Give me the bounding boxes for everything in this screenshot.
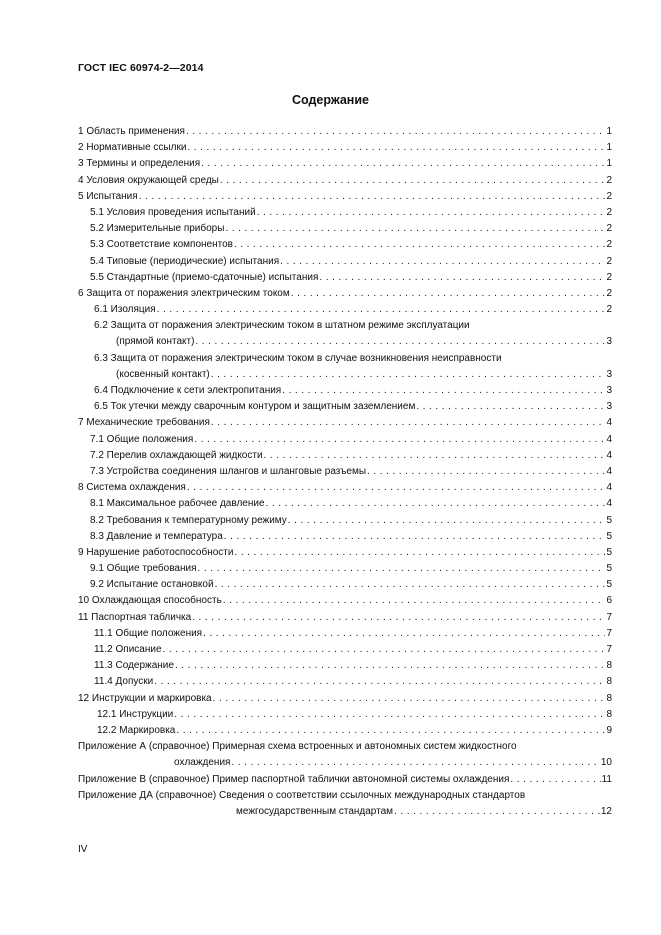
toc-subentry: 11.3 Содержание . . . 8 <box>78 658 612 674</box>
document-header: ГОСТ IEC 60974-2—2014 <box>78 62 204 74</box>
toc-subentry-line: 6.2 Защита от поражения электрическим током в штатном режиме эксплуатации <box>94 320 470 332</box>
toc-subentry: 7.1 Общие положения . . . 4 <box>78 432 612 448</box>
toc-entry: 10 Охлаждающая способность . . . 6 <box>78 593 612 609</box>
toc-entry: 8 Система охлаждения . . . 4 <box>78 480 612 496</box>
page-title: Содержание <box>291 93 369 107</box>
toc-subentry-continuation: (прямой контакт) . . . 3 <box>78 334 612 350</box>
toc-subentry: 5.3 Соответствие компонентов . . . 2 <box>78 237 612 253</box>
toc-subentry: 6.5 Ток утечки между сварочным контуром и защитным заземлением . . . 3 <box>78 399 612 415</box>
page-number: IV <box>78 844 88 855</box>
toc-subentry: 5.5 Стандартные (приемо-сдаточные) испытания . . . 2 <box>78 270 612 286</box>
appendix-b: Приложение В (справочное) Пример паспортной таблички автономной системы охлаждения . . . 11 <box>78 772 612 788</box>
toc-subentry: 6.1 Изоляция . . . 2 <box>78 302 612 318</box>
toc-subentry: 5.1 Условия проведения испытаний . . . 2 <box>78 205 612 221</box>
toc-entry: 2 Нормативные ссылки . . . 1 <box>78 140 612 156</box>
toc-entry: 4 Условия окружающей среды . . . 2 <box>78 173 612 189</box>
appendix-da: Приложение ДА (справочное) Сведения о соответствии ссылочных международных стандартов <box>78 789 526 801</box>
toc-subentry: 8.2 Требования к температурному режиму . . . 5 <box>78 513 612 529</box>
toc-entry: 7 Механические требования . . . 4 <box>78 415 612 431</box>
toc-subentry: 9.1 Общие требования . . . 5 <box>78 561 612 577</box>
toc-entry: 11 Паспортная табличка . . . 7 <box>78 610 612 626</box>
toc-subentry: 8.3 Давление и температура . . . 5 <box>78 529 612 545</box>
toc-entry: 1 Область применения . . . 1 <box>78 124 612 140</box>
toc-subentry-continuation: (косвенный контакт) . . . 3 <box>78 367 612 383</box>
toc-subentry: 12.1 Инструкции . . . 8 <box>78 707 612 723</box>
table-of-contents <box>78 124 612 820</box>
appendix-a: Приложение А (справочное) Примерная схема встроенных и автономных систем жидкостного <box>78 741 517 753</box>
toc-subentry: 11.4 Допуски . . . 8 <box>78 674 612 690</box>
toc-subentry: 11.2 Описание . . . 7 <box>78 642 612 658</box>
toc-entry: 12 Инструкции и маркировка . . . 8 <box>78 691 612 707</box>
toc-subentry: 5.2 Измерительные приборы . . . 2 <box>78 221 612 237</box>
toc-entry: 3 Термины и определения . . . 1 <box>78 156 612 172</box>
toc-subentry: 9.2 Испытание остановкой . . . 5 <box>78 577 612 593</box>
toc-subentry: 7.2 Перелив охлаждающей жидкости . . . 4 <box>78 448 612 464</box>
toc-subentry: 11.1 Общие положения . . . 7 <box>78 626 612 642</box>
toc-entry: 5 Испытания . . . 2 <box>78 189 612 205</box>
toc-entry: 6 Защита от поражения электрическим током . . . 2 <box>78 286 612 302</box>
toc-subentry: 6.4 Подключение к сети электропитания . . . 3 <box>78 383 612 399</box>
toc-subentry: 8.1 Максимальное рабочее давление . . . 4 <box>78 496 612 512</box>
toc-subentry-line: 6.3 Защита от поражения электрическим током в случае возникновения неисправности <box>94 352 502 364</box>
toc-entry: 9 Нарушение работоспособности . . . 5 <box>78 545 612 561</box>
toc-subentry: 12.2 Маркировка . . . 9 <box>78 723 612 739</box>
toc-subentry: 7.3 Устройства соединения шлангов и шланговые разъемы . . . 4 <box>78 464 612 480</box>
appendix-da-continuation: межгосударственным стандартам . . . 12 <box>78 804 612 820</box>
toc-subentry: 5.4 Типовые (периодические) испытания . . . 2 <box>78 254 612 270</box>
appendix-a-continuation: охлаждения . . . 10 <box>78 755 612 771</box>
